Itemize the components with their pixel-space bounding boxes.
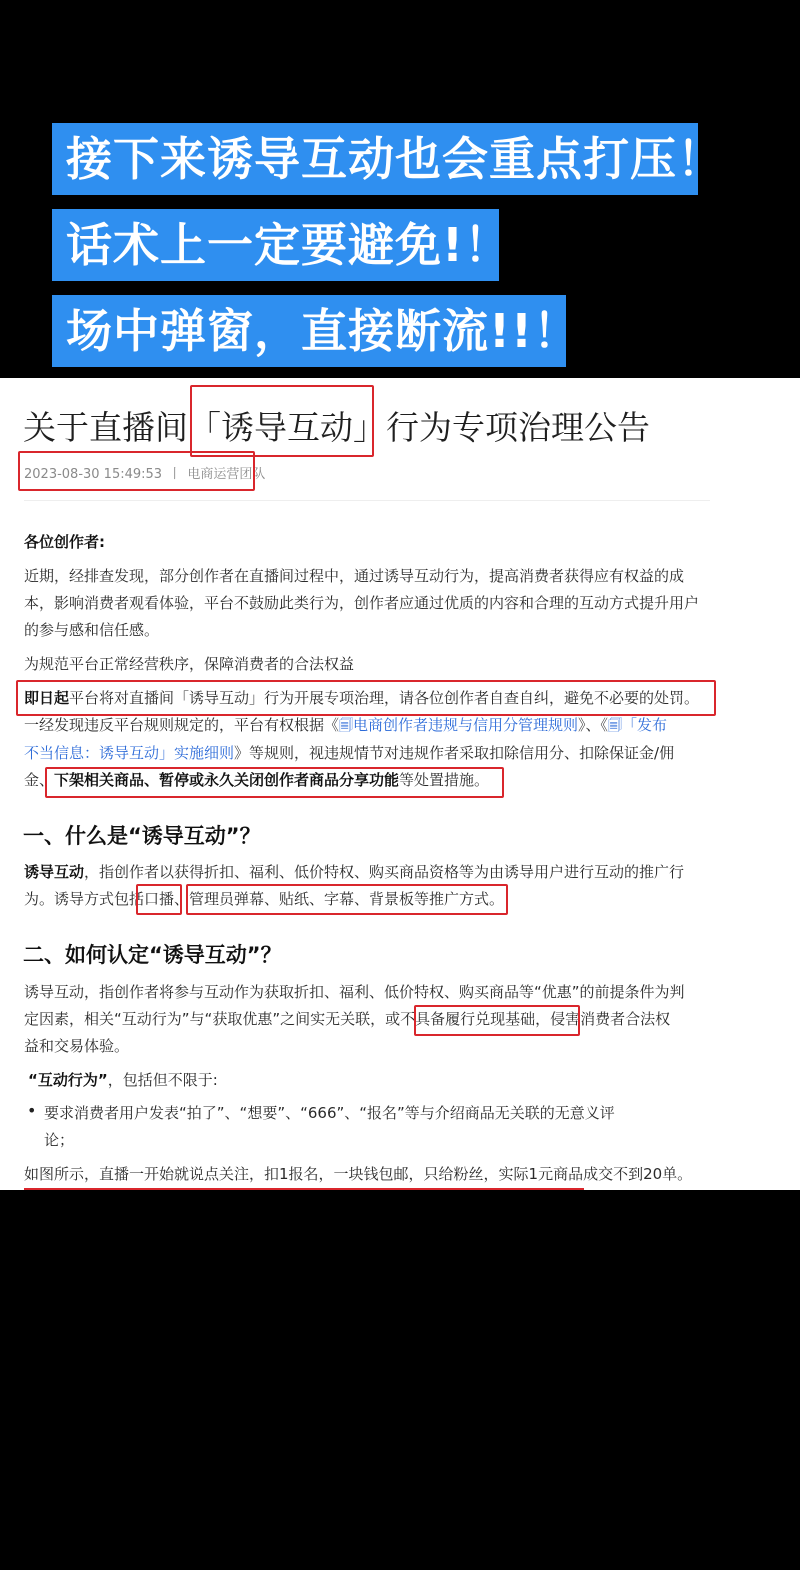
- publish-date: 2023-08-30 15:49:53: [24, 467, 163, 482]
- p3-highlight-box: [16, 680, 716, 716]
- p6-text-2: ，侵害消费者合法权: [535, 1010, 671, 1028]
- header-divider: [24, 500, 710, 501]
- headline-banner-2: 话术上一定要避免!！: [52, 209, 499, 281]
- section-heading-1: 一、什么是“诱导互动”？: [23, 824, 261, 848]
- headline-banner-3: 场中弹窗，直接断流!!！: [52, 295, 566, 367]
- document-icon: 🗐: [339, 718, 354, 734]
- p3-bold: 即日起: [24, 689, 70, 707]
- p5-bold: 诱导互动: [24, 863, 85, 881]
- p7-bold: “互动行为”: [28, 1071, 108, 1089]
- p7-text: ，包括但不限于:: [107, 1071, 218, 1089]
- p5-highlight-1: 口播: [144, 890, 175, 908]
- title-part-2: 行为专项治理公告: [386, 408, 650, 447]
- p5-text-1: ，指创作者以获得折扣、福利、低价特权、购买商品资格等为由诱导用户进行互动的推广行: [84, 863, 685, 881]
- p4-text-3: 》等规则，视违规情节对违规作者采取扣除信用分、扣除保证金/佣: [234, 744, 675, 762]
- p1-line-1: 近期，经排查发现，部分创作者在直播间过程中，通过诱导互动行为，提高消费者获得应有权益的成: [24, 567, 685, 585]
- rule-link-2-start[interactable]: [608, 716, 667, 734]
- rule-link-2[interactable]: 不当信息：诱导互动」实施细则: [24, 744, 235, 762]
- paragraph-1: [24, 563, 714, 644]
- section-heading-2: 二、如何认定“诱导互动”？: [23, 943, 282, 967]
- p5-text-2: 为。诱导方式包括: [24, 890, 145, 908]
- p4-highlight-box: [45, 767, 504, 798]
- meta-highlight-box: [18, 451, 255, 491]
- p3-text: 平台将对直播间「诱导互动」行为开展专项治理，请各位创作者自查自纠，避免不必要的处罚。: [69, 689, 700, 707]
- p6-highlight-box: [414, 1005, 580, 1036]
- p6-line-3: 益和交易体验。: [24, 1037, 130, 1055]
- p4-text-5: 等处置措施。: [399, 771, 490, 789]
- title-highlight: 「诱导互动」: [188, 408, 386, 447]
- paragraph-6: [24, 979, 714, 1060]
- p4-text-4: 金、: [24, 771, 55, 789]
- headline-banner-1: 接下来诱导互动也会重点打压！: [52, 123, 698, 195]
- document-icon: 🗐: [608, 718, 623, 734]
- rule-link-1-label: 电商创作者违规与信用分管理规则: [353, 716, 579, 734]
- rule-link-2-label-a: 「发布: [622, 716, 668, 734]
- paragraph-8: 如图所示，直播一开始就说点关注，扣1报名，一块钱包邮，只给粉丝，实际1元商品成交不到20单。: [24, 1165, 693, 1183]
- meta-separator: 丨: [168, 467, 182, 482]
- p6-highlight: 或不具备履行兑现基础: [385, 1010, 536, 1028]
- paragraph-2: 为规范平台正常经营秩序，保障消费者的合法权益: [24, 655, 355, 673]
- paragraph-7: [28, 1067, 718, 1094]
- p1-line-3: 的参与感和信任感。: [24, 621, 160, 639]
- p1-line-2: 本，影响消费者观看体验，平台不鼓励此类行为，创作者应通过优质的内容和合理的互动方式提升用户: [24, 594, 700, 612]
- p6-text-1: 定因素，相关“互动行为”与“获取优惠”之间实无关联，: [24, 1010, 386, 1028]
- p4-bold: 下架相关商品、暂停或永久关闭创作者商品分享功能: [54, 771, 400, 789]
- title-part-1: 关于直播间: [23, 408, 188, 447]
- bullet-marker: •: [27, 1101, 37, 1120]
- article-screenshot: [0, 378, 800, 1190]
- bullet-1-line-1: 要求消费者用户发表“拍了”、“想要”、“666”、“报名”等与介绍商品无关联的无意义评: [44, 1104, 615, 1122]
- bullet-1-line-2: 论；: [44, 1131, 75, 1149]
- p5-text-3: 、: [174, 890, 190, 908]
- bullet-item-1: [44, 1100, 714, 1154]
- p6-line-1: 诱导互动，指创作者将参与互动作为获取折扣、福利、低价特权、购买商品等“优惠”的前提条件为判: [24, 983, 685, 1001]
- rule-link-1[interactable]: [339, 716, 578, 734]
- p5-highlight-box-1: [136, 884, 182, 915]
- p4-text-1: 一经发现违反平台规则规定的，平台有权根据《: [24, 716, 340, 734]
- greeting: 各位创作者:: [24, 533, 105, 551]
- title-highlight-box: [190, 385, 374, 457]
- p5-highlight-2: 管理员弹幕、贴纸、字幕、背景板等推广方式。: [189, 890, 505, 908]
- p8-underline: [24, 1188, 584, 1190]
- p4-text-2: 》、《: [578, 716, 609, 734]
- p5-highlight-box-2: [186, 884, 508, 915]
- author-name: 电商运营团队: [187, 467, 266, 482]
